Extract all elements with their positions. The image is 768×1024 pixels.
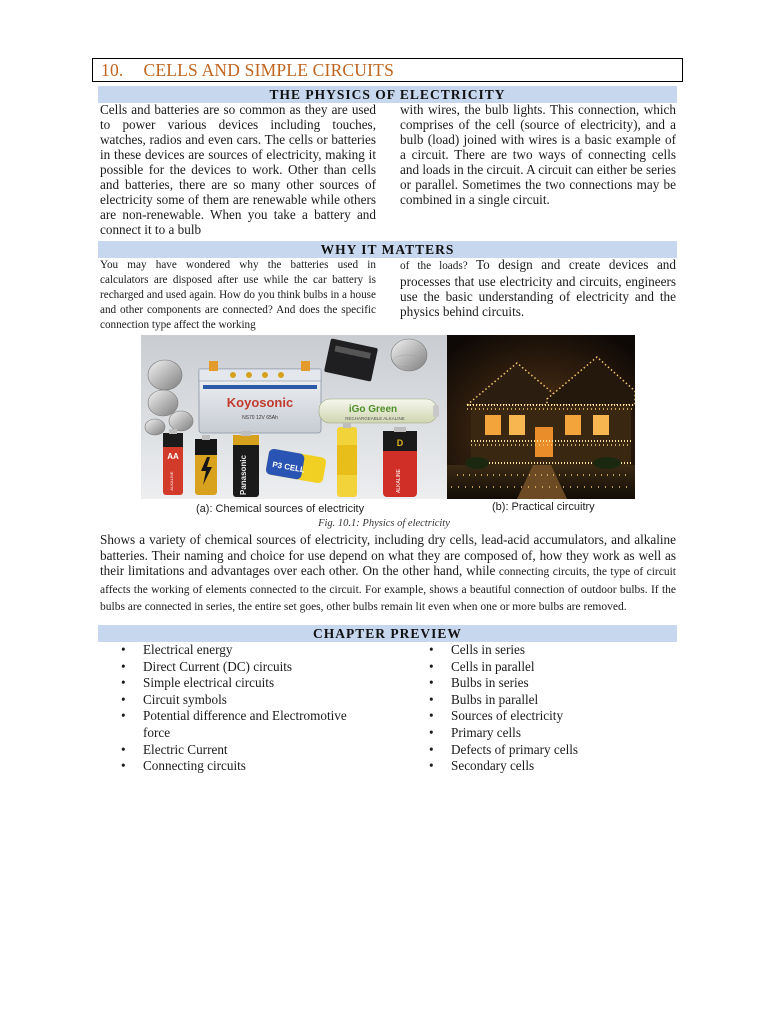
why-text-right-small: of the loads? bbox=[400, 260, 468, 272]
rechargeable-battery bbox=[319, 399, 439, 423]
figure-caption: Fig. 10.1: Physics of electricity bbox=[318, 518, 450, 529]
list-item: • Direct Current (DC) circuits bbox=[121, 659, 371, 676]
panasonic-label: Panasonic bbox=[239, 454, 248, 496]
list-item: • Connecting circuits bbox=[121, 758, 371, 775]
chapter-title-text: CELLS AND SIMPLE CIRCUITS bbox=[143, 59, 394, 80]
yellow-battery bbox=[337, 423, 357, 497]
list-item: • Circuit symbols bbox=[121, 692, 371, 709]
list-item: • Cells in parallel bbox=[429, 659, 679, 676]
list-item: • Secondary cells bbox=[429, 758, 679, 775]
list-item: • Defects of primary cells bbox=[429, 742, 679, 759]
section-heading-why: WHY IT MATTERS bbox=[98, 241, 677, 258]
p3-label: P3 CELL bbox=[271, 459, 306, 475]
coin-cell-1 bbox=[148, 360, 182, 390]
list-item: • Bulbs in series bbox=[429, 675, 679, 692]
car-battery bbox=[199, 361, 321, 433]
caption-a: (a): Chemical sources of electricity bbox=[196, 503, 365, 515]
lightning-battery bbox=[195, 435, 217, 495]
house-lights-photo bbox=[447, 335, 635, 499]
body-paragraph bbox=[100, 532, 676, 616]
body-paragraph-main: Shows a variety of chemical sources of electricity, including dry cells, lead-acid accumulators, and alkaline batteries. Their naming and choice for use depend on what they are composed of, how they work as well as their limitations and advantages over each other. On the other hand, while bbox=[100, 532, 676, 578]
aa-battery bbox=[163, 429, 183, 495]
coin-cell-4 bbox=[145, 419, 165, 435]
list-item: • Bulbs in parallel bbox=[429, 692, 679, 709]
rechargeable-sub: RECHARGEABLE ALKALINE bbox=[345, 416, 405, 421]
panasonic-battery bbox=[233, 431, 259, 497]
why-text-right bbox=[400, 257, 676, 319]
batteries-photo bbox=[141, 335, 447, 499]
list-item: • Primary cells bbox=[429, 725, 679, 742]
why-text-right-main: To design and create devices and processes that use electricity and circuits, engineers use the basic understanding of electricity and the physics behind circuits. bbox=[400, 257, 676, 319]
preview-list-left bbox=[121, 642, 371, 775]
physics-text-right: with wires, the bulb lights. This connection, which comprises of the cell (source of electricity), and a bulb (load) joined with wires is a basic example of a circuit. There are two ways of connecting cells and loads in the circuit. A circuit can either be series or parallel. Sometimes the two connections may be combined in a single circuit. bbox=[400, 102, 676, 207]
aa-label: AA bbox=[167, 452, 179, 461]
section-heading-preview: CHAPTER PREVIEW bbox=[98, 625, 677, 642]
chapter-title bbox=[92, 58, 683, 82]
d-label: D bbox=[396, 438, 404, 448]
list-item: • Sources of electricity bbox=[429, 708, 679, 725]
physics-text-left: Cells and batteries are so common as they are used to power various devices including touches, watches, radios and even cars. The cells or batteries in these devices are sources of electricity, making it possible for the devices to work. Other than cells and batteries, there are so many other sources of electricity some of them are renewable while others are non-renewable. When you take a battery and connect it to a bulb bbox=[100, 102, 376, 237]
list-item: • Electrical energy bbox=[121, 642, 371, 659]
list-item: • Simple electrical circuits bbox=[121, 675, 371, 692]
d-battery bbox=[383, 427, 417, 497]
body-paragraph-small: connecting circuits, the type of circuit affects the working of elements connected to the circuit. For example, shows a beautiful connection of outdoor bulbs. If the bulbs are connected in series, the entire set goes, other bulbs remain lit even when one or more bulbs are removed. bbox=[100, 566, 676, 613]
coin-cell-2 bbox=[148, 390, 178, 416]
house-lights-illustration bbox=[447, 335, 635, 499]
aa-sub: ALKALINE bbox=[169, 471, 174, 491]
coin-cell-3 bbox=[169, 411, 193, 431]
list-item: • Potential difference and Electromotive force bbox=[121, 708, 371, 741]
caption-b: (b): Practical circuitry bbox=[492, 501, 595, 513]
chapter-number: 10. bbox=[101, 59, 124, 80]
section-heading-physics: THE PHYSICS OF ELECTRICITY bbox=[98, 86, 677, 103]
list-item: • Cells in series bbox=[429, 642, 679, 659]
rechargeable-label: iGo Green bbox=[348, 404, 398, 415]
why-text-left: You may have wondered why the batteries used in calculators are disposed after use while the car battery is recharged and used again. How do you think bulbs in a house and other components are connected? And does the specific connection type affect the working bbox=[100, 259, 376, 331]
car-battery-label: NS70 12V 65Ah bbox=[242, 415, 278, 421]
batteries-illustration bbox=[141, 335, 447, 499]
car-battery-brand: Koyosonic bbox=[226, 395, 294, 410]
preview-list-right bbox=[429, 642, 679, 775]
list-item: • Electric Current bbox=[121, 742, 371, 759]
d-sub: ALKALINE bbox=[396, 469, 402, 493]
